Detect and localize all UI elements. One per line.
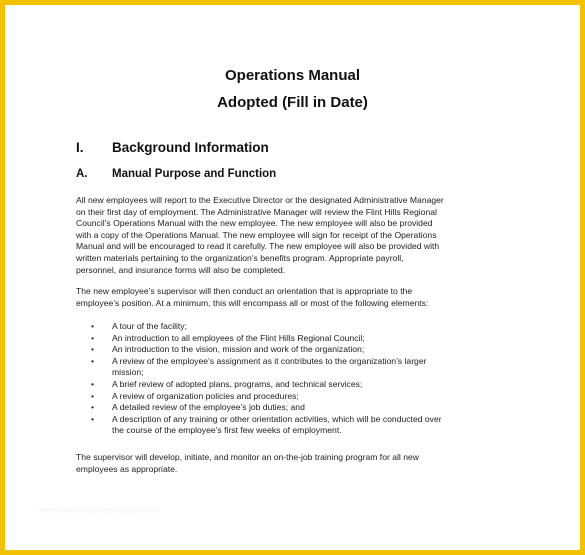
list-item — [91, 344, 511, 356]
paragraph-line: on their first day of employment. The Administrative Manager will review the Flint Hills Regional — [76, 206, 437, 217]
section-number: I. — [76, 140, 84, 155]
list-item-text: A detailed review of the employee’s job duties; and — [112, 402, 305, 413]
list-item-text: A brief review of adopted plans, programs, and technical services; — [112, 378, 363, 389]
paragraph-line: employees as appropriate. — [76, 463, 178, 474]
document-page — [5, 5, 580, 550]
paragraph-line: Manual and will be encouraged to read it carefully. The new employee will also be provided with — [76, 241, 440, 252]
list-item-text: A review of the employee’s assignment as it contributes to the organization’s larger — [112, 355, 427, 366]
paragraph-line: employee’s position. At a minimum, this will encompass all or most of the following elements: — [76, 297, 429, 308]
subsection-title: Manual Purpose and Function — [112, 168, 277, 180]
paragraph-line: The new employee’s supervisor will then conduct an orientation that is appropriate to the — [76, 286, 413, 296]
list-item-text: A description of any training or other orientation activities, which will be conducted over — [112, 413, 442, 424]
paragraph-intro — [76, 195, 516, 276]
bullet-icon: • — [91, 321, 95, 331]
document-title: Operations Manual — [224, 67, 361, 84]
document-subtitle: Adopted (Fill in Date) — [217, 94, 368, 111]
list-item — [91, 414, 511, 437]
bullet-icon: • — [91, 402, 95, 413]
list-item-text: An introduction to the vision, mission and work of the organization; — [112, 344, 365, 355]
orientation-elements-list — [91, 321, 511, 437]
paragraph-line: written materials pertaining to the organization’s benefits program. Appropriate payroll, — [76, 252, 404, 263]
list-item — [91, 356, 511, 379]
paragraph-line: All new employees will report to the Executive Director or the designated Administrative Manager — [76, 195, 444, 205]
subsection-letter: A. — [76, 168, 88, 180]
paragraph-orientation — [76, 286, 516, 309]
bullet-icon: • — [91, 390, 95, 401]
bullet-icon: • — [91, 378, 95, 389]
paragraph-line: Council’s Operations Manual with the new employee. The new employee will also be provided — [76, 218, 433, 229]
list-item — [91, 391, 511, 403]
list-item-text: mission; — [112, 367, 144, 378]
bullet-icon: • — [91, 344, 95, 355]
paragraph-training — [76, 452, 516, 475]
paragraph-line: The supervisor will develop, initiate, and monitor an on-the-job training program for all new — [76, 452, 419, 462]
bullet-icon: • — [91, 413, 95, 424]
paragraph-line: with a copy of the Operations Manual. The new employee will sign for receipt of the Operations — [76, 229, 437, 240]
list-item-text: A review of organization policies and procedures; — [112, 390, 299, 401]
bullet-icon: • — [91, 355, 95, 366]
list-item — [91, 379, 511, 391]
list-item-text: the course of the employee’s first few weeks of employment. — [112, 425, 342, 436]
watermark-text: www.thefreedesignstudio.com — [38, 505, 158, 515]
section-title: Background Information — [112, 140, 269, 155]
bullet-icon: • — [91, 332, 95, 343]
list-item — [91, 321, 511, 333]
list-item — [91, 333, 511, 345]
list-item-text: An introduction to all employees of the Flint Hills Regional Council; — [112, 332, 365, 343]
list-item — [91, 402, 511, 414]
list-item-text: A tour of the facility; — [112, 321, 187, 331]
paragraph-line: personnel, and insurance forms will also be completed. — [76, 264, 286, 275]
